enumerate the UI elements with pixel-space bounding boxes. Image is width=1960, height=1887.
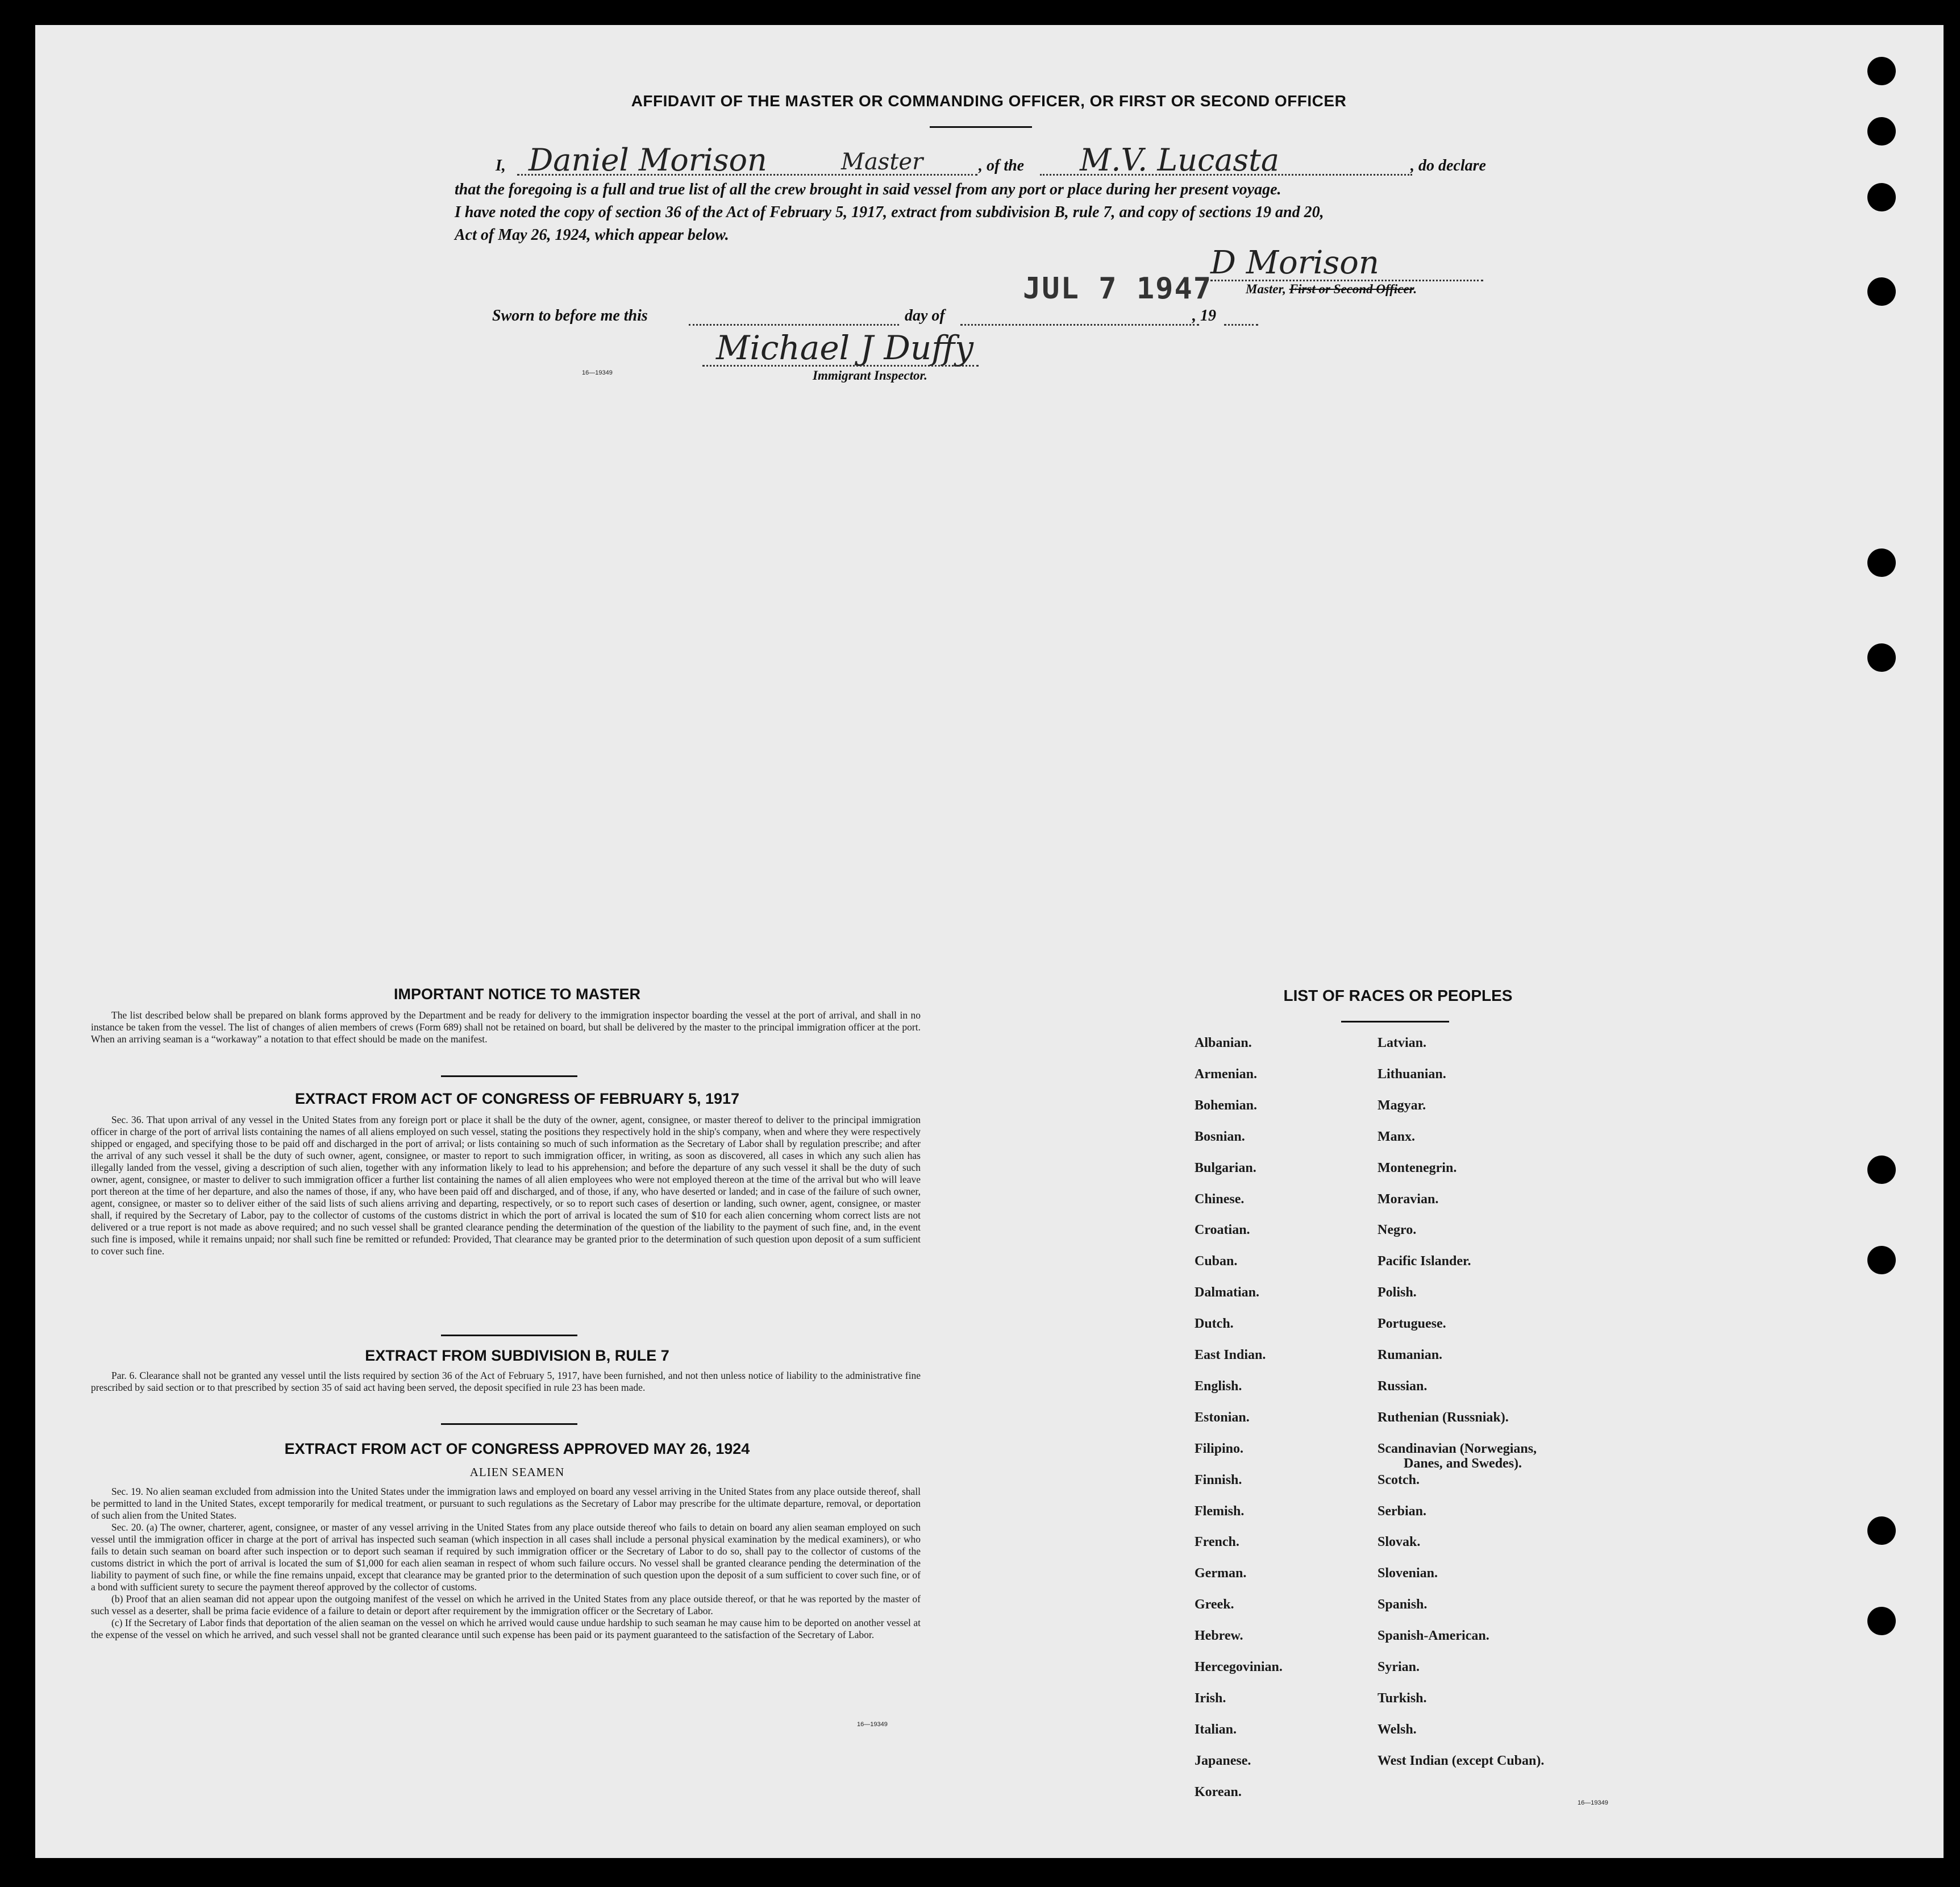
sworn-day-line [689, 324, 899, 326]
race-item: English. [1195, 1378, 1242, 1394]
declaration-line-3: Act of May 26, 1924, which appear below. [455, 226, 729, 244]
race-item: Spanish. [1378, 1597, 1428, 1612]
section-divider [441, 1335, 577, 1336]
affidavit-title: AFFIDAVIT OF THE MASTER OR COMMANDING OFFICER, OR FIRST OR SECOND OFFICER [631, 92, 1347, 110]
sworn-month-line [960, 324, 1199, 326]
race-item: Serbian. [1378, 1503, 1427, 1519]
extract-1924-text [91, 1486, 921, 1641]
race-item: Filipino. [1195, 1441, 1244, 1456]
punch-hole [1867, 1516, 1896, 1545]
races-heading: LIST OF RACES OR PEOPLES [1283, 987, 1513, 1004]
master-name-handwritten: Daniel Morison [529, 142, 767, 178]
race-item: Cuban. [1195, 1254, 1238, 1269]
notice-heading: IMPORTANT NOTICE TO MASTER [394, 986, 640, 1003]
race-item: Greek. [1195, 1597, 1234, 1612]
race-item: Japanese. [1195, 1753, 1251, 1768]
race-item: Danes, and Swedes). [1404, 1456, 1522, 1471]
extract-rule7-heading: EXTRACT FROM SUBDIVISION B, RULE 7 [365, 1347, 669, 1364]
race-item: West Indian (except Cuban). [1378, 1753, 1545, 1768]
declaration-line-1: that the foregoing is a full and true list of all the crew brought in said vessel from any port or place during her present voyage. [455, 181, 1281, 198]
punch-hole [1867, 643, 1896, 672]
inspector-line [702, 365, 979, 367]
races-divider [1341, 1021, 1449, 1023]
sec-19-text: Sec. 19. No alien seaman excluded from admission into the United States under the immigration laws and employed on board any vessel arriving in the United States from any place outside thereof, shall be permitted to land in the United States, except temporarily for medical treatment, or pursuant to such regulations as the Secretary of Labor may prescribe for the ultimate departure, removal, or deportation of such alien from the United States. [91, 1486, 921, 1521]
race-item: German. [1195, 1566, 1247, 1581]
race-item: Scotch. [1378, 1472, 1420, 1487]
race-item: Estonian. [1195, 1410, 1250, 1425]
race-item: Ruthenian (Russniak). [1378, 1410, 1509, 1425]
race-item: Magyar. [1378, 1098, 1426, 1113]
sworn-prefix: Sworn to before me this [492, 307, 648, 325]
inspector-caption: Immigrant Inspector. [813, 368, 927, 383]
race-item: Rumanian. [1378, 1348, 1443, 1362]
race-item: Slovenian. [1378, 1566, 1438, 1581]
sec-20a-text: Sec. 20. (a) The owner, charterer, agent, consignee, or master of any vessel arriving in the United States from any place outside thereof who fails to detain on board any alien seaman employed on such vessel until the immigration officer in charge at the port of arrival has inspected such seaman (which inspection in all cases shall include a personal physical examination by the medical examiners), or who fails to detain such seaman on board after such inspection or to deport such seaman if required by such immigration officer or the Secretary of Labor to do so, shall pay to the collector of customs of the customs district in which the port of arrival is located the sum of $1,000 for each alien seaman in respect of whom such failure occurs. No vessel shall be granted clearance pending the determination of the liability to payment of such fine, or while the fine remains unpaid, except that clearance may be granted prior to the determination of such question upon the deposit of a sum sufficient to cover such fine, or of a bond with sufficient surety to secure the payment thereof approved by the collector of customs. [91, 1522, 921, 1593]
declaration-prefix: I, [496, 157, 506, 174]
race-item: Croatian. [1195, 1223, 1250, 1238]
rank-handwritten: Master [841, 149, 923, 175]
punch-hole [1867, 277, 1896, 306]
race-item: East Indian. [1195, 1348, 1266, 1362]
race-item: Manx. [1378, 1129, 1415, 1144]
race-item: Hercegovinian. [1195, 1660, 1283, 1674]
race-item: Spanish-American. [1378, 1628, 1489, 1644]
race-item: Finnish. [1195, 1472, 1242, 1487]
notice-text: The list described below shall be prepared on blank forms approved by the Department and be ready for delivery to the immigration inspector boarding the vessel at the port of arrival, and shall in no instance be taken from the vessel. The list of changes of alien members of crews (Form 689) shall not be retained on board, but shall be delivered by the master to the principal immigration officer at the port. When an arriving seaman is a “workaway” a notation to that effect should be made on the manifest. [91, 1009, 921, 1045]
race-item: Dutch. [1195, 1316, 1234, 1332]
do-declare-label: , do declare [1410, 157, 1486, 174]
race-item: Dalmatian. [1195, 1285, 1259, 1300]
race-item: Irish. [1195, 1690, 1226, 1706]
race-item: Welsh. [1378, 1722, 1417, 1737]
race-item: Korean. [1195, 1784, 1242, 1799]
extract-1917-text: Sec. 36. That upon arrival of any vessel in the United States from any foreign port or place it shall be the duty of the owner, agent, consignee, or master thereof to deliver to the principal immigration officer in charge of the port of arrival lists containing the names of all aliens employed on such vessel, stating the positions they respectively hold in the ship's company, when and where they were respectively shipped or engaged, and specifying those to be paid off and discharged in the port of arrival; or lists containing so much of such information as the Secretary of Labor shall by regulation prescribe; and after the arrival of any such vessel it shall be the duty of such owner, agent, consignee, or master to report to such immigration officer, in writing, as soon as discovered, all cases in which any such alien has illegally landed from the vessel, giving a description of such alien, together with any information likely to lead to his apprehension; and before the departure of any such vessel it shall be the duty of such owner, agent, consignee, or master to deliver to such immigration officer a further list containing the names of all alien employees who were not employed thereon at the time of the arrival but who will leave port thereon at the time of her departure, and also the names of those, if any, who have been paid off and discharged, and of those, if any, who have deserted or landed; and in case of the failure of such owner, agent, consignee, or master so to deliver either of the said lists of such aliens arriving and departing, respectively, or so to report such cases of desertion or landing, such owner, agent, consignee, or master shall, if required by the Secretary of Labor, pay to the collector of customs of the customs district in which the port of arrival is located the sum of $10 for each alien concerning whom correct lists are not delivered or a true report is not made as above required; and no such vessel shall be granted clearance pending the determination of the question of the liability to the payment of such fine, and, in the event such fine is imposed, while it remains unpaid; nor shall such fine be remitted or refunded: Provided, That clearance may be granted prior to the determination of such question upon deposit of a sum sufficient to cover such fine. [91, 1114, 921, 1257]
title-divider [930, 126, 1032, 128]
race-item: French. [1195, 1535, 1239, 1550]
day-of-label: day of [905, 307, 945, 325]
form-number: 16—19349 [857, 1721, 888, 1728]
race-item: Turkish. [1378, 1690, 1427, 1706]
master-caption [1246, 282, 1417, 297]
race-item: Lithuanian. [1378, 1066, 1446, 1082]
race-item: Syrian. [1378, 1660, 1420, 1674]
race-item: Portuguese. [1378, 1316, 1446, 1332]
signature-line [1210, 280, 1483, 281]
race-item: Flemish. [1195, 1503, 1245, 1519]
year-prefix: , 19 [1192, 307, 1216, 325]
race-item: Negro. [1378, 1223, 1417, 1238]
race-item: Hebrew. [1195, 1628, 1243, 1644]
race-item: Albanian. [1195, 1036, 1252, 1050]
form-number: 16—19349 [582, 369, 613, 376]
sworn-year-line [1224, 324, 1258, 326]
race-item: Bohemian. [1195, 1098, 1258, 1113]
race-item: Italian. [1195, 1722, 1237, 1737]
inspector-signature: Michael J Duffy [716, 329, 974, 367]
punch-hole [1867, 183, 1896, 211]
vessel-name-handwritten: M.V. Lucasta [1080, 142, 1280, 178]
race-item: Polish. [1378, 1285, 1417, 1300]
race-item: Bulgarian. [1195, 1160, 1256, 1175]
punch-hole [1867, 1156, 1896, 1184]
section-divider [441, 1423, 577, 1425]
race-item: Slovak. [1378, 1535, 1421, 1550]
race-item: Scandinavian (Norwegians, [1378, 1441, 1537, 1456]
race-item: Moravian. [1378, 1191, 1439, 1207]
extract-rule7-text: Par. 6. Clearance shall not be granted any vessel until the lists required by section 36 of the Act of February 5, 1917, have been furnished, and not then unless notice of liability to the administrative fine prescribed by said section or to that prescribed by section 35 of said act having been served, the deposit specified in rule 23 has been made. [91, 1370, 921, 1393]
date-stamp: JUL 7 1947 [1023, 272, 1213, 306]
race-item: Latvian. [1378, 1036, 1427, 1050]
master-caption-struck: First or Second Officer [1289, 282, 1414, 296]
master-caption-plain: Master, [1246, 282, 1289, 296]
race-item: Pacific Islander. [1378, 1254, 1471, 1269]
declaration-line-2: I have noted the copy of section 36 of the Act of February 5, 1917, extract from subdivision B, rule 7, and copy of sections 19 and 20, [455, 203, 1324, 221]
race-item: Montenegrin. [1378, 1160, 1457, 1175]
race-item: Bosnian. [1195, 1129, 1245, 1144]
punch-hole [1867, 1607, 1896, 1635]
punch-hole [1867, 57, 1896, 85]
extract-1924-heading: EXTRACT FROM ACT OF CONGRESS APPROVED MAY 26, 1924 [284, 1440, 750, 1457]
punch-hole [1867, 1246, 1896, 1274]
alien-seamen-subheading: ALIEN SEAMEN [469, 1465, 565, 1479]
master-signature: D Morison [1210, 244, 1379, 281]
of-the-label: , of the [979, 157, 1025, 174]
race-item: Armenian. [1195, 1066, 1257, 1082]
race-item: Chinese. [1195, 1191, 1245, 1207]
punch-hole [1867, 117, 1896, 146]
sec-20b-text: (b) Proof that an alien seaman did not appear upon the outgoing manifest of the vessel on which he arrived in the United States from any place outside thereof, or that he was reported by the master of such vessel as a deserter, shall be prima facie evidence of a failure to detain or deport after requirement by the immigration officer or the Secretary of Labor. [91, 1593, 921, 1616]
punch-hole [1867, 548, 1896, 577]
race-item: Russian. [1378, 1378, 1428, 1394]
sec-20c-text: (c) If the Secretary of Labor finds that deportation of the alien seaman on the vessel on which he arrived would cause undue hardship to such seaman he may cause him to be deported on another vessel at the expense of the vessel on which he arrived, and such vessel shall not be granted clearance until such expense has been paid or its payment guaranteed to the satisfaction of the Secretary of Labor. [91, 1617, 921, 1640]
extract-1917-heading: EXTRACT FROM ACT OF CONGRESS OF FEBRUARY 5, 1917 [294, 1090, 740, 1107]
master-caption-end: . [1413, 282, 1417, 296]
section-divider [441, 1075, 577, 1077]
form-number: 16—19349 [1578, 1799, 1608, 1806]
